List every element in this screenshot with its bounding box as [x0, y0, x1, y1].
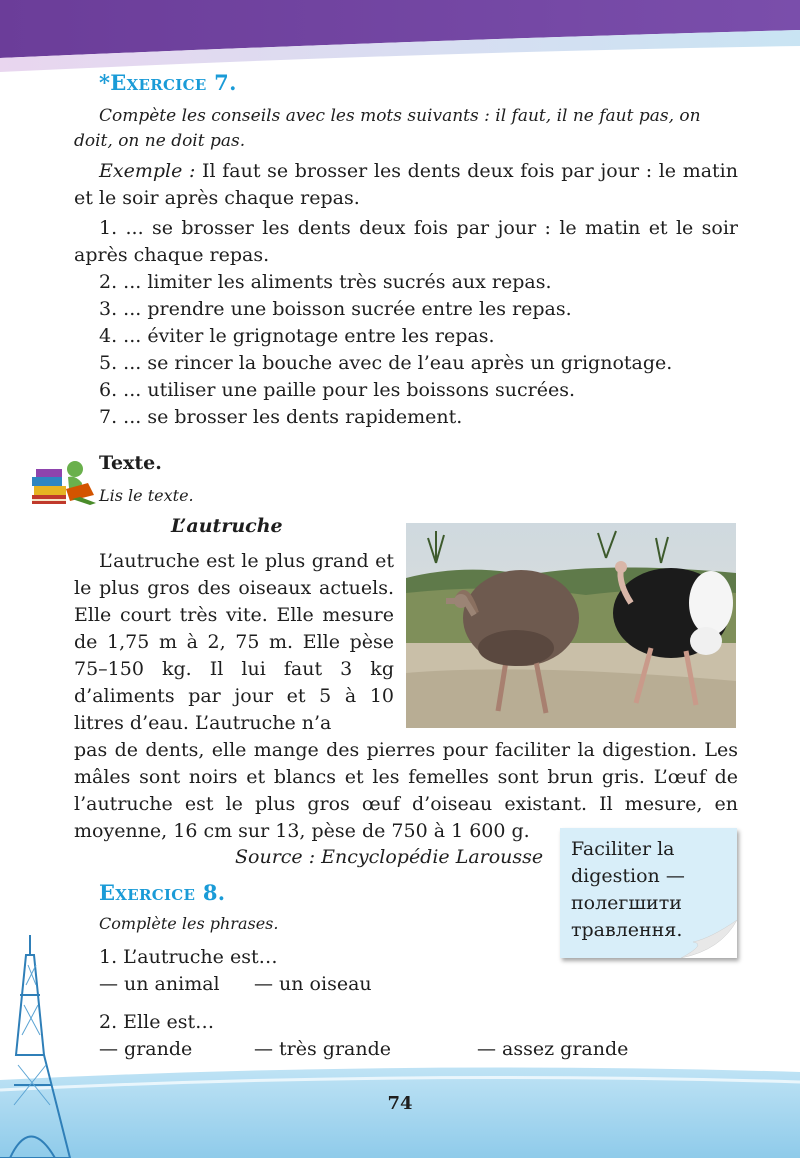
story-column-paragraph: L’autruche est le plus grand et le plus gros des oiseaux actuels. Elle court très vite. Elle mesure de 1,75 m à 2, 75 m. Elle pèse 75–150 kg. Il lui faut 3 kg d’aliments par jour et 5 à 10 litres d’eau. L’autruche n’a — [74, 550, 394, 734]
story-title: L’autruche — [171, 515, 283, 537]
q1-option: — un oiseau — [254, 973, 372, 995]
story-column-text — [74, 548, 394, 737]
list-item: 2. ... limiter les aliments très sucrés aux repas. — [99, 271, 552, 293]
list-item: 1. ... se brosser les dents deux fois par jour : le matin et le soir après chaque repas. — [74, 217, 738, 266]
story-source: Source : Encyclopédie Larousse — [235, 846, 544, 868]
exercise-7-title: *Exercice 7. — [99, 70, 237, 95]
example-label: Exemple : — [99, 160, 196, 182]
question-2: 2. Elle est… — [99, 1011, 215, 1033]
eiffel-tower-icon — [0, 935, 95, 1158]
q1-option: — un animal — [99, 973, 220, 995]
exercise-7-items — [74, 215, 738, 431]
exercise-7-instruction: Compète les conseils avec les mots suivants : il faut, il ne faut pas, on doit, on ne doit pas. — [74, 106, 701, 151]
ostrich-photo — [406, 523, 736, 728]
note-line: Faciliter la — [571, 838, 675, 860]
q2-option: — grande — [99, 1038, 193, 1060]
note-line: digestion — — [571, 865, 685, 887]
exercise-8-title: Exercice 8. — [99, 880, 226, 905]
note-line: травлення. — [571, 919, 683, 941]
exercise-7-example — [74, 158, 738, 212]
vocabulary-note — [560, 828, 737, 958]
reading-books-icon — [30, 455, 100, 510]
q2-option: — très grande — [254, 1038, 392, 1060]
example-text: Il faut se brosser les dents deux fois par jour : le matin et le soir après chaque repas. — [74, 160, 738, 209]
list-item: 7. ... se brosser les dents rapidement. — [99, 406, 463, 428]
note-text — [571, 836, 685, 944]
list-item: 6. ... utiliser une paille pour les boissons sucrées. — [99, 379, 576, 401]
exercise-8-instruction: Complète les phrases. — [99, 914, 279, 933]
top-decorative-band — [0, 0, 800, 80]
note-line: полегшити — [571, 892, 682, 914]
question-1: 1. L’autruche est… — [99, 946, 278, 968]
list-item: 3. ... prendre une boisson sucrée entre les repas. — [99, 298, 572, 320]
story-continued-text: pas de dents, elle mange des pierres pour faciliter la digestion. Les mâles sont noirs et blancs et les femelles sont brun gris. L’œuf de l’autruche est le plus gros œuf d’oiseau existant. Il mesure, en moyenne, 16 cm sur 13, pèse de 750 à 1 600 g. — [74, 739, 738, 842]
page-curl-icon — [681, 920, 737, 958]
q2-option: — assez grande — [477, 1038, 629, 1060]
list-item: 4. ... éviter le grignotage entre les repas. — [99, 325, 495, 347]
list-item: 5. ... se rincer la bouche avec de l’eau après un grignotage. — [99, 352, 673, 374]
texte-heading: Texte. — [99, 452, 162, 474]
texte-instruction: Lis le texte. — [99, 486, 194, 505]
page-number: 74 — [387, 1093, 413, 1114]
